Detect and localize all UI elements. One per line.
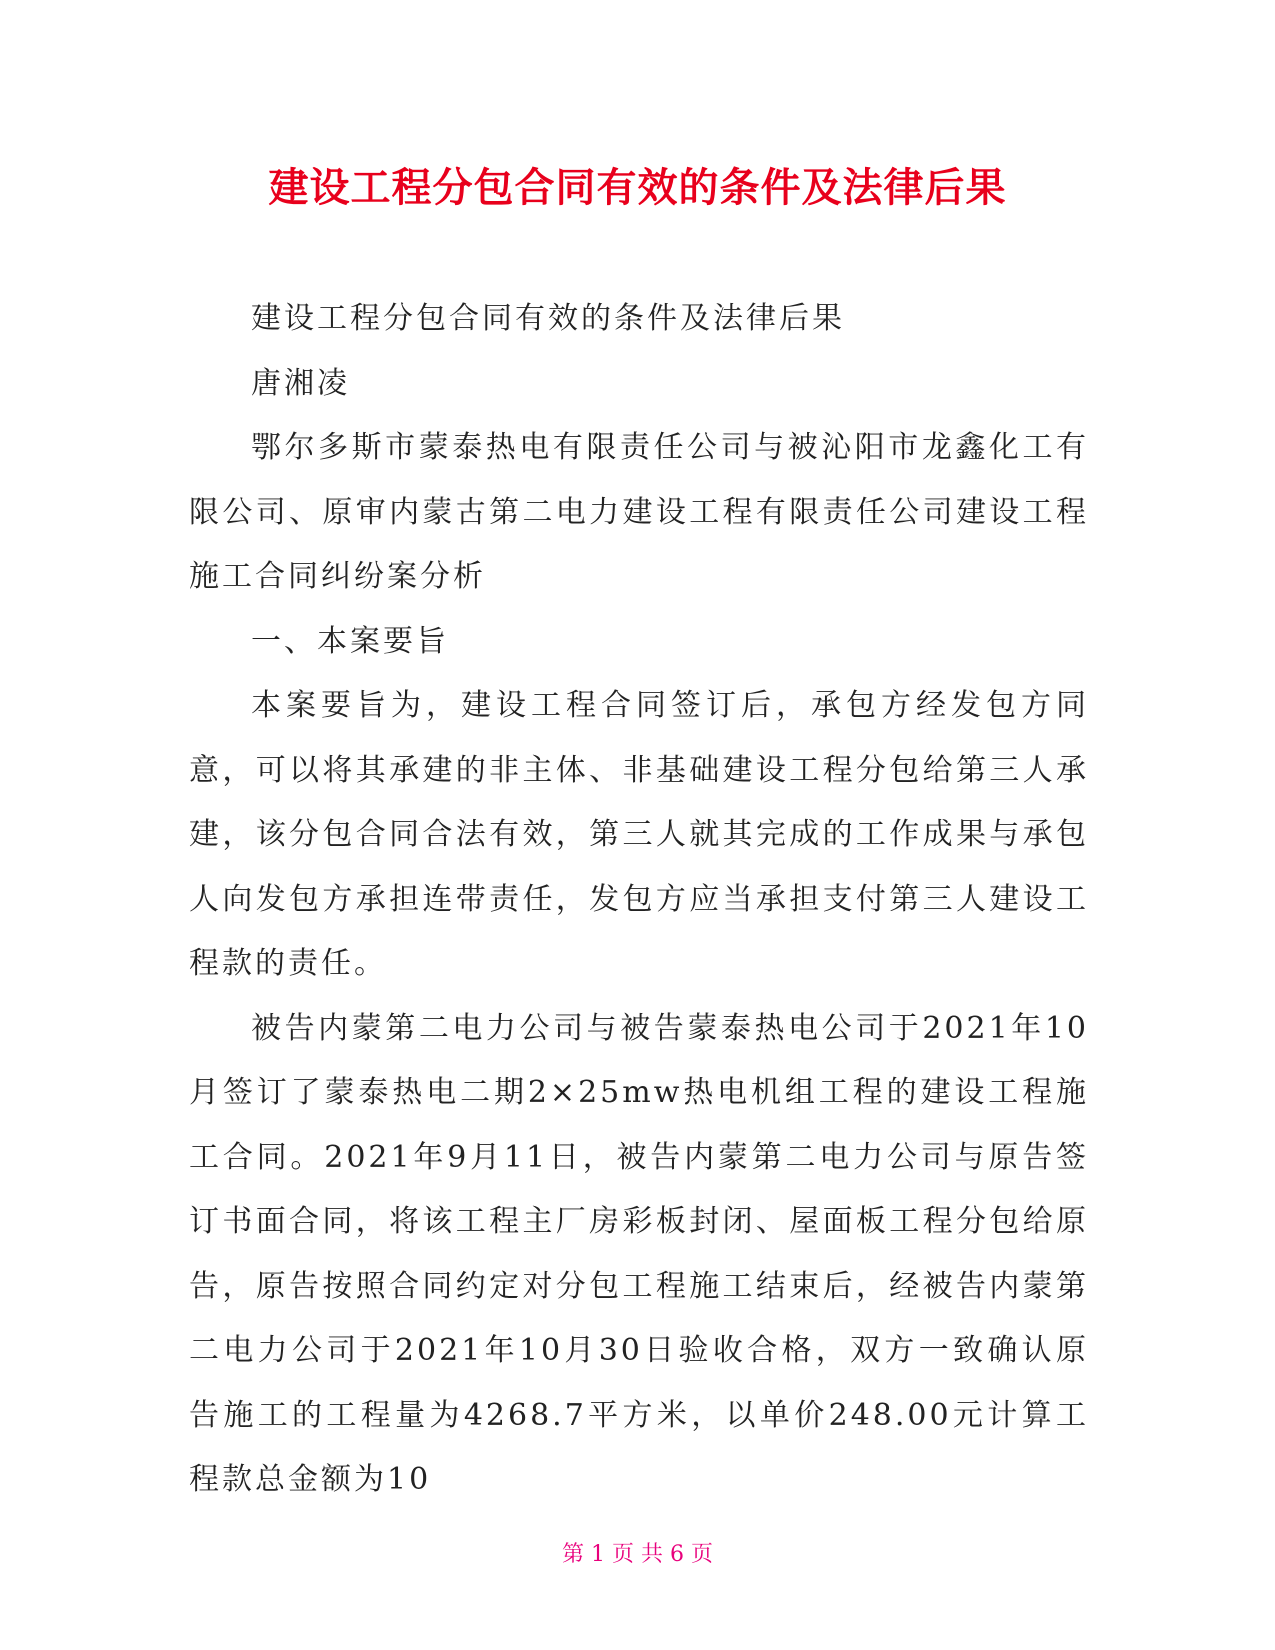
footer-middle: 页 共: [612, 1542, 663, 1567]
page-footer: [0, 1540, 1275, 1570]
document-body: [189, 287, 1089, 1513]
case-name-paragraph: 鄂尔多斯市蒙泰热电有限责任公司与被沁阳市龙鑫化工有限公司、原审内蒙古第二电力建设工程有限责任公司建设工程施工合同纠纷案分析: [189, 430, 1089, 594]
subtitle-paragraph: 建设工程分包合同有效的条件及法律后果: [251, 301, 845, 336]
author-paragraph: 唐湘凌: [251, 365, 350, 401]
summary-paragraph: 本案要旨为，建设工程合同签订后，承包方经发包方同意，可以将其承建的非主体、非基础建设工程分包给第三人承建，该分包合同合法有效，第三人就其完成的工作成果与承包人向发包方承担连带责任，发包方应当承担支付第三人建设工程款的责任。: [189, 688, 1089, 981]
document-title: 建设工程分包合同有效的条件及法律后果: [268, 165, 1007, 211]
section-heading: 一、本案要旨: [251, 623, 449, 659]
total-pages-number: 6: [670, 1542, 684, 1567]
facts-paragraph: 被告内蒙第二电力公司与被告蒙泰热电公司于2021年10月签订了蒙泰热电二期2×25mw热电机组工程的建设工程施工合同。2021年9月11日，被告内蒙第二电力公司与原告签订书面合同，将该工程主厂房彩板封闭、屋面板工程分包给原告，原告按照合同约定对分包工程施工结束后，经被告内蒙第二电力公司于2021年10月30日验收合格，双方一致确认原告施工的工程量为4268.7平方米，以单价248.00元计算工程款总金额为10: [189, 1010, 1089, 1497]
footer-prefix: 第: [561, 1542, 584, 1567]
footer-suffix: 页: [691, 1542, 714, 1567]
current-page-number: 1: [591, 1542, 605, 1567]
